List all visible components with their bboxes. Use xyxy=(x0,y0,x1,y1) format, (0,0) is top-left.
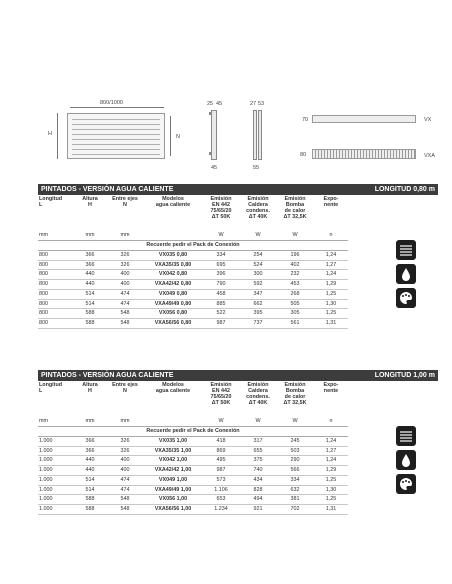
height-dimension-line xyxy=(57,113,58,159)
side-dim-top-b: 45 xyxy=(216,101,223,107)
table-cell: 366 xyxy=(74,437,106,447)
table-row xyxy=(38,475,348,485)
table-header-row xyxy=(38,195,348,230)
table-cell: 573 xyxy=(202,475,240,485)
table-cell: 1,25 xyxy=(314,309,348,319)
table-cell: 588 xyxy=(74,495,106,505)
table-cell: 548 xyxy=(106,309,144,319)
table-cell: VX042 0,80 xyxy=(144,270,202,280)
width-dimension: 800/1000 xyxy=(100,100,123,106)
col-header: Emisión Caldera condens. ΔT 40K xyxy=(246,382,270,406)
table-row xyxy=(38,495,348,505)
water-drop-icon xyxy=(396,450,416,470)
table-cell: 1.000 xyxy=(38,456,74,466)
table-cell: 1.234 xyxy=(202,504,240,514)
table-cell: VX042 1,00 xyxy=(144,456,202,466)
table-row xyxy=(38,504,348,514)
table-cell: 800 xyxy=(38,289,74,299)
col-header: Modelos agua caliente xyxy=(155,382,191,394)
table-cell: 1.000 xyxy=(38,446,74,456)
table-cell: 1,29 xyxy=(314,280,348,290)
table-cell: 474 xyxy=(106,485,144,495)
paint-palette-icon xyxy=(396,474,416,494)
table-cell: 548 xyxy=(106,318,144,328)
table-cell: VX035 1,00 xyxy=(144,437,202,447)
table-cell: 800 xyxy=(38,260,74,270)
table-cell: 326 xyxy=(106,251,144,261)
table-cell: 474 xyxy=(106,299,144,309)
table-cell: 588 xyxy=(74,318,106,328)
connection-pack-note: Recuerde pedir el Pack de Conexión xyxy=(38,241,348,251)
table-cell: 232 xyxy=(276,270,314,280)
table-cell: VXA49/49 1,00 xyxy=(144,485,202,495)
unit-cell: W xyxy=(240,416,276,427)
col-header: Emisión EN 442 75/65/20 ΔT 50K xyxy=(210,382,232,406)
table-cell: VXA42/42 1,00 xyxy=(144,466,202,476)
table-cell: 1,24 xyxy=(314,251,348,261)
table-cell: 494 xyxy=(240,495,276,505)
table-cell: 740 xyxy=(240,466,276,476)
table-cell: 800 xyxy=(38,280,74,290)
table-cell: 347 xyxy=(240,289,276,299)
table-cell: 800 xyxy=(38,270,74,280)
unit-cell: n xyxy=(314,416,348,427)
table-length: LONGITUD 1,00 m xyxy=(374,372,435,379)
table-cell: 381 xyxy=(276,495,314,505)
table-section-100 xyxy=(38,370,438,512)
table-cell: 1,24 xyxy=(314,456,348,466)
table-cell: 440 xyxy=(74,270,106,280)
table-cell: 375 xyxy=(240,456,276,466)
table-cell: 987 xyxy=(202,318,240,328)
table-cell: 632 xyxy=(276,485,314,495)
unit-cell: mm xyxy=(74,416,106,427)
radiator-icon xyxy=(396,240,416,260)
table-cell: 505 xyxy=(276,299,314,309)
side-dim-top-a: 25 xyxy=(207,101,214,107)
col-header: Entre ejes N xyxy=(112,382,138,394)
table-cell: 300 xyxy=(240,270,276,280)
unit-cell: n xyxy=(314,230,348,241)
table-cell: 561 xyxy=(276,318,314,328)
table-cell: 566 xyxy=(276,466,314,476)
table-cell: 440 xyxy=(74,456,106,466)
table-cell: VXA49/49 0,80 xyxy=(144,299,202,309)
table-cell: 1,31 xyxy=(314,318,348,328)
table-body-100 xyxy=(38,437,348,515)
table-cell: 400 xyxy=(106,280,144,290)
side-bracket-bottom xyxy=(209,152,211,155)
top-view-vxa-dim: 80 xyxy=(300,152,307,158)
table-cell: 588 xyxy=(74,504,106,514)
table-cell: 548 xyxy=(106,504,144,514)
table-cell: 655 xyxy=(240,446,276,456)
table-title-bar xyxy=(38,370,438,381)
table-cell: VX049 1,00 xyxy=(144,475,202,485)
table-cell: 695 xyxy=(202,260,240,270)
side-dim-bottom: 45 xyxy=(211,165,218,171)
table-cell: VX056 0,80 xyxy=(144,309,202,319)
table-cell: 1,30 xyxy=(314,299,348,309)
table-row xyxy=(38,309,348,319)
table-cell: 524 xyxy=(240,260,276,270)
table-cell: VX035 0,80 xyxy=(144,251,202,261)
units-row xyxy=(38,416,348,427)
radiator-side-view-vxa-b xyxy=(258,110,262,160)
unit-cell: mm xyxy=(74,230,106,241)
table-cell: 334 xyxy=(202,251,240,261)
table-cell: 1.000 xyxy=(38,504,74,514)
unit-cell: W xyxy=(240,230,276,241)
col-header: Altura H xyxy=(82,196,98,208)
col-header: Modelos agua caliente xyxy=(155,196,191,208)
table-cell: 196 xyxy=(276,251,314,261)
spec-table-080 xyxy=(38,195,348,329)
radiator-side-view-vxa-a xyxy=(253,110,257,160)
unit-cell: mm xyxy=(106,416,144,427)
col-header: Emisión Caldera condens. ΔT 40K xyxy=(246,196,270,220)
table-cell: 885 xyxy=(202,299,240,309)
table-cell: 1,25 xyxy=(314,475,348,485)
table-cell: 1,27 xyxy=(314,260,348,270)
unit-cell: mm xyxy=(38,230,74,241)
side2-dim-top-a: 27 xyxy=(250,101,257,107)
table-cell: 790 xyxy=(202,280,240,290)
table-cell: VXA35/35 1,00 xyxy=(144,446,202,456)
table-cell: VXA42/42 0,80 xyxy=(144,280,202,290)
side-bracket-top xyxy=(209,112,211,115)
table-cell: 987 xyxy=(202,466,240,476)
table-title: PINTADOS - VERSIÓN AGUA CALIENTE xyxy=(41,186,174,193)
unit-cell: W xyxy=(202,416,240,427)
table-cell: 800 xyxy=(38,299,74,309)
table-cell: VXA35/35 0,80 xyxy=(144,260,202,270)
table-cell: 514 xyxy=(74,475,106,485)
table-cell: 366 xyxy=(74,251,106,261)
table-row xyxy=(38,299,348,309)
table-cell: 592 xyxy=(240,280,276,290)
table-cell: 395 xyxy=(240,309,276,319)
axis-dimension-line xyxy=(170,116,171,156)
table-cell: 334 xyxy=(276,475,314,485)
table-cell: 1,30 xyxy=(314,485,348,495)
col-header: Longitud L xyxy=(39,196,63,208)
table-cell: 1.000 xyxy=(38,466,74,476)
table-cell: 474 xyxy=(106,289,144,299)
table-row xyxy=(38,437,348,447)
radiator-front-view xyxy=(67,113,165,159)
table-cell: 1,25 xyxy=(314,495,348,505)
table-cell: 1.106 xyxy=(202,485,240,495)
table-cell: 402 xyxy=(276,260,314,270)
radiator-side-view-vx xyxy=(211,110,217,160)
table-cell: 290 xyxy=(276,456,314,466)
col-header: Emisión Bomba de calor ΔT 32,5K xyxy=(283,382,307,406)
table-cell: 1,24 xyxy=(314,437,348,447)
table-title-bar xyxy=(38,184,438,195)
table-cell: 317 xyxy=(240,437,276,447)
table-row xyxy=(38,280,348,290)
table-cell: 326 xyxy=(106,260,144,270)
table-cell: 800 xyxy=(38,309,74,319)
note-row xyxy=(38,241,348,251)
table-cell: 418 xyxy=(202,437,240,447)
table-cell: 514 xyxy=(74,289,106,299)
radiator-icon xyxy=(396,426,416,446)
table-cell: 514 xyxy=(74,299,106,309)
side2-dim-bottom: 55 xyxy=(253,165,260,171)
table-cell: 400 xyxy=(106,456,144,466)
table-cell: 1.000 xyxy=(38,485,74,495)
table-cell: VXA56/56 1,00 xyxy=(144,504,202,514)
top-view-vxa-label: VXA xyxy=(424,153,436,159)
table-title: PINTADOS - VERSIÓN AGUA CALIENTE xyxy=(41,372,174,379)
table-cell: 702 xyxy=(276,504,314,514)
unit-cell: W xyxy=(202,230,240,241)
radiator-top-view-vxa xyxy=(312,149,416,159)
table-header-row xyxy=(38,381,348,416)
table-cell: 1,24 xyxy=(314,270,348,280)
table-body-080 xyxy=(38,251,348,329)
table-length: LONGITUD 0,80 m xyxy=(374,186,435,193)
table-row xyxy=(38,456,348,466)
col-header: Longitud L xyxy=(39,382,63,394)
table-cell: 474 xyxy=(106,475,144,485)
table-cell: 440 xyxy=(74,466,106,476)
col-header: Entre ejes N xyxy=(112,196,138,208)
table-cell: 245 xyxy=(276,437,314,447)
table-cell: 1,27 xyxy=(314,446,348,456)
table-cell: 326 xyxy=(106,437,144,447)
table-cell: 453 xyxy=(276,280,314,290)
width-dimension-line xyxy=(70,107,164,108)
table-cell: 400 xyxy=(106,466,144,476)
table-section-080 xyxy=(38,184,438,326)
table-row xyxy=(38,270,348,280)
side2-dim-top-b: 53 xyxy=(258,101,265,107)
unit-cell: W xyxy=(276,416,314,427)
table-cell: 828 xyxy=(240,485,276,495)
table-cell: VX056 1,00 xyxy=(144,495,202,505)
col-header: Emisión EN 442 75/65/20 ΔT 50K xyxy=(210,196,232,220)
axis-dimension: N xyxy=(176,134,180,140)
table-cell: VX049 0,80 xyxy=(144,289,202,299)
top-view-vx-label: VX xyxy=(424,117,432,123)
col-header: Expo- nente xyxy=(323,382,339,394)
note-row xyxy=(38,427,348,437)
table-cell: 662 xyxy=(240,299,276,309)
table-row xyxy=(38,318,348,328)
table-cell: 503 xyxy=(276,446,314,456)
unit-cell: mm xyxy=(106,230,144,241)
unit-cell: W xyxy=(276,230,314,241)
table-cell: 1,31 xyxy=(314,504,348,514)
height-dimension: H xyxy=(48,131,52,137)
table-row xyxy=(38,251,348,261)
table-cell: VXA56/56 0,80 xyxy=(144,318,202,328)
unit-cell: mm xyxy=(38,416,74,427)
table-row xyxy=(38,485,348,495)
units-row xyxy=(38,230,348,241)
table-row xyxy=(38,260,348,270)
table-cell: 1.000 xyxy=(38,437,74,447)
table-cell: 800 xyxy=(38,318,74,328)
unit-cell xyxy=(144,230,202,241)
table-cell: 434 xyxy=(240,475,276,485)
table-cell: 326 xyxy=(106,446,144,456)
col-header: Altura H xyxy=(82,382,98,394)
table-cell: 869 xyxy=(202,446,240,456)
table-cell: 400 xyxy=(106,270,144,280)
top-view-vx-dim: 70 xyxy=(302,117,309,123)
table-cell: 495 xyxy=(202,456,240,466)
table-cell: 305 xyxy=(276,309,314,319)
table-cell: 396 xyxy=(202,270,240,280)
connection-pack-note: Recuerde pedir el Pack de Conexión xyxy=(38,427,348,437)
table-cell: 737 xyxy=(240,318,276,328)
table-cell: 522 xyxy=(202,309,240,319)
paint-palette-icon xyxy=(396,288,416,308)
water-drop-icon xyxy=(396,264,416,284)
table-cell: 440 xyxy=(74,280,106,290)
table-cell: 1.000 xyxy=(38,475,74,485)
unit-cell xyxy=(144,416,202,427)
table-cell: 458 xyxy=(202,289,240,299)
col-header: Expo- nente xyxy=(323,196,339,208)
table-cell: 366 xyxy=(74,260,106,270)
table-cell: 588 xyxy=(74,309,106,319)
col-header: Emisión Bomba de calor ΔT 32,5K xyxy=(283,196,307,220)
table-cell: 514 xyxy=(74,485,106,495)
table-cell: 800 xyxy=(38,251,74,261)
radiator-top-view-vx xyxy=(312,115,416,123)
table-cell: 1,29 xyxy=(314,466,348,476)
table-row xyxy=(38,446,348,456)
table-cell: 921 xyxy=(240,504,276,514)
table-cell: 548 xyxy=(106,495,144,505)
table-cell: 1,25 xyxy=(314,289,348,299)
table-row xyxy=(38,289,348,299)
table-row xyxy=(38,466,348,476)
table-cell: 254 xyxy=(240,251,276,261)
table-cell: 366 xyxy=(74,446,106,456)
table-cell: 653 xyxy=(202,495,240,505)
table-cell: 268 xyxy=(276,289,314,299)
table-cell: 1.000 xyxy=(38,495,74,505)
spec-table-100 xyxy=(38,381,348,515)
